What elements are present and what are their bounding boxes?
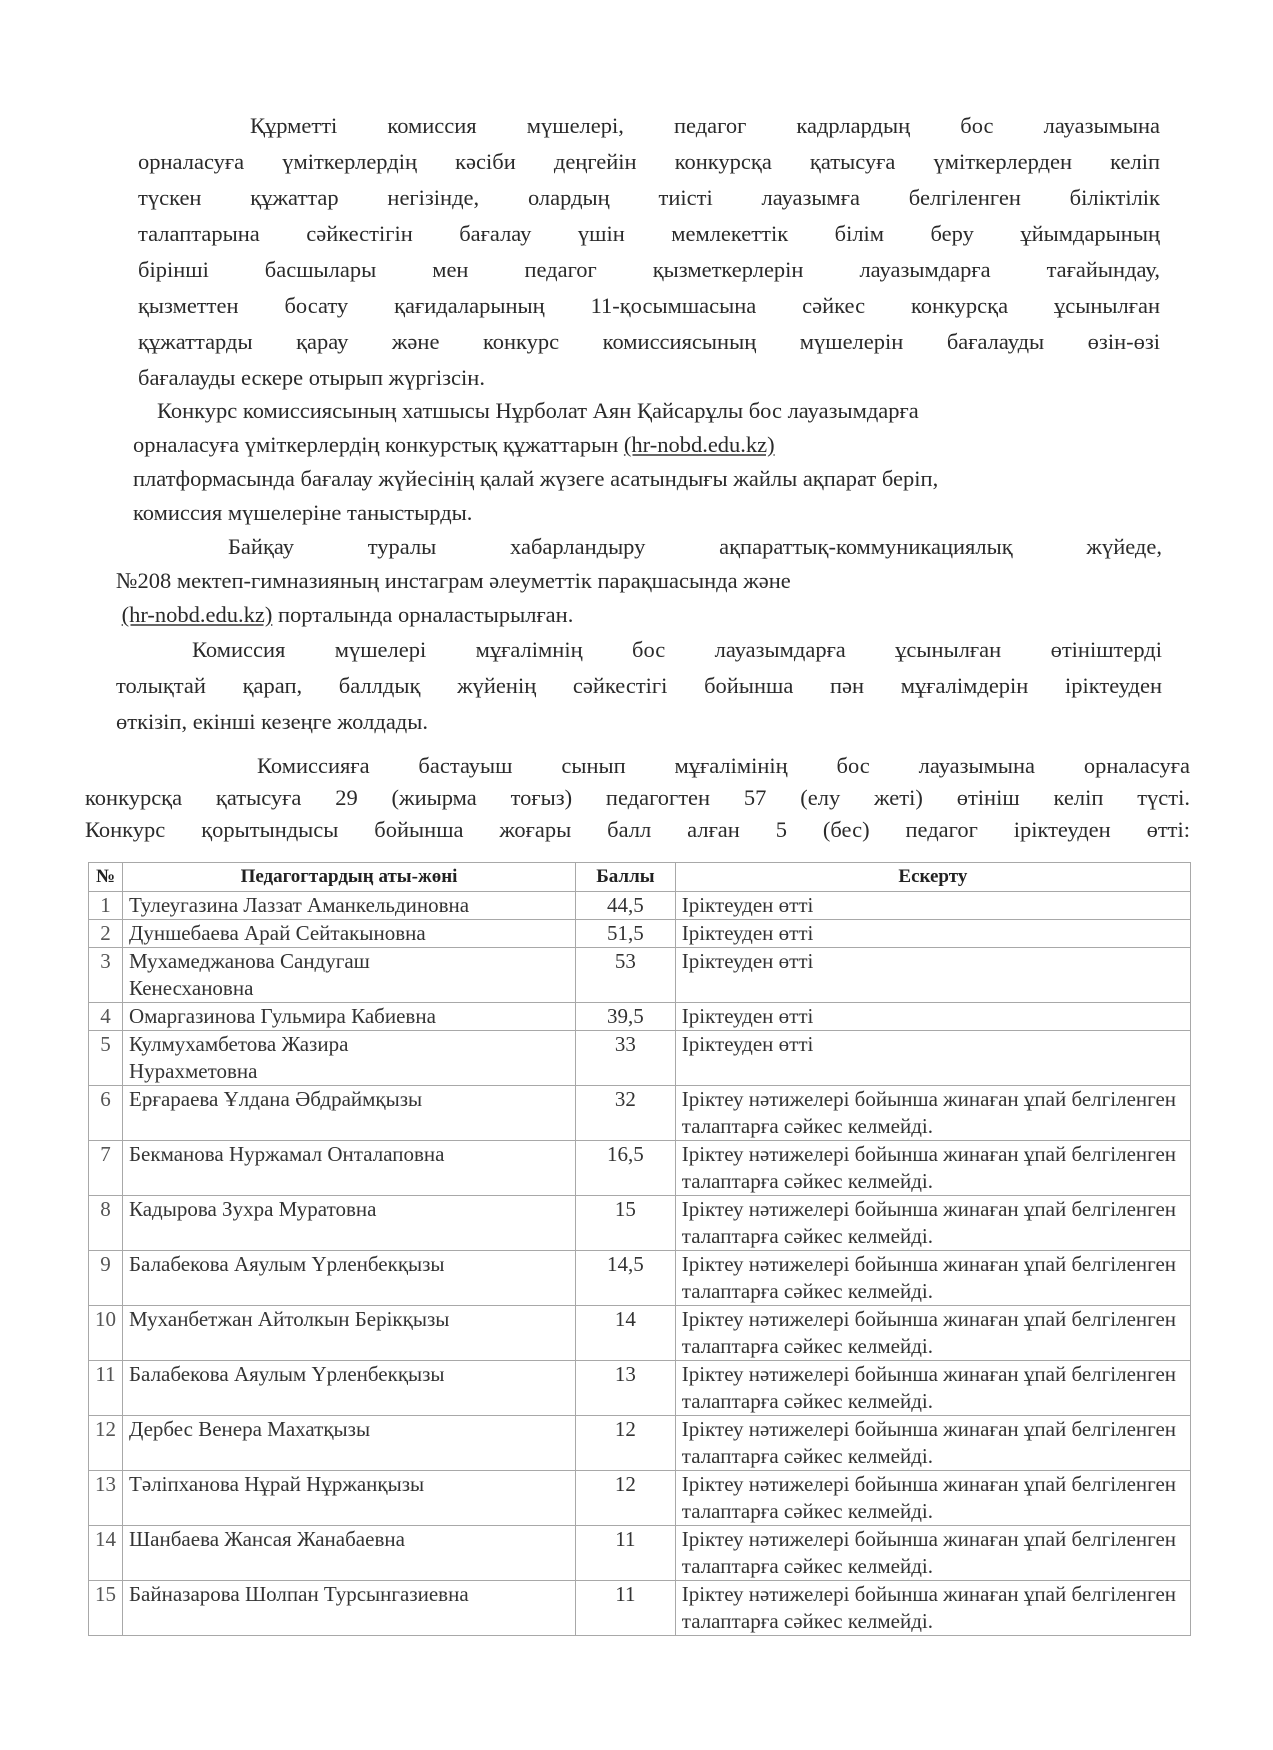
table-row bbox=[89, 1086, 1191, 1141]
text-line: Комиссия мүшелері мұғалімнің бос лауазымдарға ұсынылған өтініштерді bbox=[192, 637, 1162, 662]
text-line: өткізіп, екінші кезеңге жолдады. bbox=[116, 709, 428, 734]
cell-note: Іріктеу нәтижелері бойынша жинаған ұпай белгіленген талаптарға сәйкес келмейді. bbox=[675, 1361, 1190, 1416]
cell-note: Іріктеу нәтижелері бойынша жинаған ұпай белгіленген талаптарға сәйкес келмейді. bbox=[675, 1141, 1190, 1196]
cell-name: Омаргазинова Гульмира Кабиевна bbox=[123, 1003, 576, 1031]
header-name: Педагогтардың аты-жөні bbox=[123, 863, 576, 892]
table-row bbox=[89, 1361, 1191, 1416]
cell-note: Іріктеу нәтижелері бойынша жинаған ұпай белгіленген талаптарға сәйкес келмейді. bbox=[675, 1581, 1190, 1636]
cell-name: Мухамеджанова Сандугаш Кенесхановна bbox=[123, 948, 576, 1003]
table-row bbox=[89, 1581, 1191, 1636]
table-row bbox=[89, 1003, 1191, 1031]
hr-nobd-portal-link[interactable]: (hr-nobd.edu.kz) bbox=[121, 602, 273, 627]
paragraph-results-intro bbox=[85, 750, 1190, 846]
cell-score: 13 bbox=[576, 1361, 676, 1416]
cell-name: Тулеугазина Лаззат Аманкельдиновна bbox=[123, 892, 576, 920]
table-row bbox=[89, 920, 1191, 948]
results-table bbox=[88, 862, 1191, 1636]
text-line: талаптарына сәйкестігін бағалау үшін мемлекеттік білім беру ұйымдарының bbox=[138, 221, 1160, 246]
cell-score: 12 bbox=[576, 1471, 676, 1526]
text-line: бағалауды ескере отырып жүргізсін. bbox=[138, 365, 485, 390]
table-row bbox=[89, 948, 1191, 1003]
cell-note: Іріктеу нәтижелері бойынша жинаған ұпай белгіленген талаптарға сәйкес келмейді. bbox=[675, 1306, 1190, 1361]
cell-score: 39,5 bbox=[576, 1003, 676, 1031]
text-line: Құрметті комиссия мүшелері, педагог кадрлардың бос лауазымына bbox=[250, 113, 1160, 138]
paragraph-commission-address bbox=[138, 108, 1160, 396]
text-line: түскен құжаттар негізінде, олардың тиісті лауазымға белгіленген біліктілік bbox=[138, 185, 1160, 210]
cell-num: 1 bbox=[89, 892, 123, 920]
cell-name: Шанбаева Жансая Жанабаевна bbox=[123, 1526, 576, 1581]
cell-num: 10 bbox=[89, 1306, 123, 1361]
cell-num: 5 bbox=[89, 1031, 123, 1086]
cell-name: Муханбетжан Айтолкын Берікқызы bbox=[123, 1306, 576, 1361]
cell-score: 16,5 bbox=[576, 1141, 676, 1196]
cell-score: 51,5 bbox=[576, 920, 676, 948]
cell-name: Байназарова Шолпан Турсынгазиевна bbox=[123, 1581, 576, 1636]
header-score: Баллы bbox=[576, 863, 676, 892]
paragraph-review bbox=[116, 632, 1162, 740]
header-note: Ескерту bbox=[675, 863, 1190, 892]
cell-num: 4 bbox=[89, 1003, 123, 1031]
table-row bbox=[89, 1251, 1191, 1306]
cell-note: Іріктеу нәтижелері бойынша жинаған ұпай белгіленген талаптарға сәйкес келмейді. bbox=[675, 1196, 1190, 1251]
text-line: порталында орналастырылған. bbox=[272, 602, 574, 627]
cell-note: Іріктеу нәтижелері бойынша жинаған ұпай белгіленген талаптарға сәйкес келмейді. bbox=[675, 1086, 1190, 1141]
text-line: орналасуға үміткерлердің конкурстық құжаттарын bbox=[133, 432, 624, 457]
cell-score: 15 bbox=[576, 1196, 676, 1251]
table-row bbox=[89, 1306, 1191, 1361]
cell-name: Тәліпханова Нұрай Нұржанқызы bbox=[123, 1471, 576, 1526]
text-line: құжаттарды қарау және конкурс комиссиясының мүшелерін бағалауды өзін-өзі bbox=[138, 329, 1160, 354]
table-row bbox=[89, 1031, 1191, 1086]
hr-nobd-link[interactable]: (hr-nobd.edu.kz) bbox=[623, 432, 775, 457]
cell-name: Кулмухамбетова Жазира Нурахметовна bbox=[123, 1031, 576, 1086]
cell-num: 2 bbox=[89, 920, 123, 948]
cell-num: 7 bbox=[89, 1141, 123, 1196]
text-line: орналасуға үміткерлердің кәсіби деңгейін конкурсқа қатысуға үміткерлерден келіп bbox=[138, 149, 1160, 174]
cell-note: Іріктеу нәтижелері бойынша жинаған ұпай белгіленген талаптарға сәйкес келмейді. bbox=[675, 1416, 1190, 1471]
text-line: №208 мектеп-гимназияның инстаграм әлеуметтік парақшасында және bbox=[116, 568, 791, 593]
cell-note: Іріктеу нәтижелері бойынша жинаған ұпай белгіленген талаптарға сәйкес келмейді. bbox=[675, 1526, 1190, 1581]
cell-score: 11 bbox=[576, 1526, 676, 1581]
paragraph-secretary-info bbox=[133, 394, 1163, 530]
cell-note: Іріктеу нәтижелері бойынша жинаған ұпай белгіленген талаптарға сәйкес келмейді. bbox=[675, 1471, 1190, 1526]
cell-score: 12 bbox=[576, 1416, 676, 1471]
text-line: толықтай қарап, баллдық жүйенің сәйкестігі бойынша пән мұғалімдерін іріктеуден bbox=[116, 673, 1162, 698]
cell-score: 33 bbox=[576, 1031, 676, 1086]
cell-name: Дуншебаева Арай Сейтакыновна bbox=[123, 920, 576, 948]
table-row bbox=[89, 1196, 1191, 1251]
cell-score: 53 bbox=[576, 948, 676, 1003]
header-num: № bbox=[89, 863, 123, 892]
cell-note: Іріктеуден өтті bbox=[675, 920, 1190, 948]
cell-name: Бекманова Нуржамал Онталаповна bbox=[123, 1141, 576, 1196]
table-row bbox=[89, 1416, 1191, 1471]
cell-name: Балабекова Аяулым Үрленбекқызы bbox=[123, 1361, 576, 1416]
cell-note: Іріктеуден өтті bbox=[675, 892, 1190, 920]
cell-num: 8 bbox=[89, 1196, 123, 1251]
cell-name: Ерғараева Ұлдана Әбдраймқызы bbox=[123, 1086, 576, 1141]
cell-score: 14,5 bbox=[576, 1251, 676, 1306]
text-line: комиссия мүшелеріне таныстырды. bbox=[133, 500, 473, 525]
table-row bbox=[89, 1526, 1191, 1581]
cell-num: 3 bbox=[89, 948, 123, 1003]
text-line: бірінші басшылары мен педагог қызметкерлерін лауазымдарға тағайындау, bbox=[138, 257, 1160, 282]
cell-num: 11 bbox=[89, 1361, 123, 1416]
table-row bbox=[89, 1471, 1191, 1526]
cell-note: Іріктеуден өтті bbox=[675, 1031, 1190, 1086]
table-row bbox=[89, 1141, 1191, 1196]
cell-num: 13 bbox=[89, 1471, 123, 1526]
text-line: платформасында бағалау жүйесінің қалай жүзеге асатындығы жайлы ақпарат беріп, bbox=[133, 466, 939, 491]
cell-note: Іріктеуден өтті bbox=[675, 1003, 1190, 1031]
table-header-row bbox=[89, 863, 1191, 892]
cell-num: 14 bbox=[89, 1526, 123, 1581]
cell-num: 6 bbox=[89, 1086, 123, 1141]
table-row bbox=[89, 892, 1191, 920]
text-line: Байқау туралы хабарландыру ақпараттық-коммуникациялық жүйеде, bbox=[228, 534, 1162, 559]
paragraph-announcement bbox=[116, 530, 1162, 632]
cell-num: 9 bbox=[89, 1251, 123, 1306]
cell-name: Балабекова Аяулым Үрленбекқызы bbox=[123, 1251, 576, 1306]
text-line: Конкурс комиссиясының хатшысы Нұрболат Аян Қайсарұлы бос лауазымдарға bbox=[157, 398, 919, 423]
text-line: Конкурс қорытындысы бойынша жоғары балл алған 5 (бес) педагог іріктеуден өтті: bbox=[85, 817, 1190, 842]
text-line: конкурсқа қатысуға 29 (жиырма тоғыз) педагогтен 57 (елу жеті) өтініш келіп түсті. bbox=[85, 785, 1190, 810]
cell-note: Іріктеу нәтижелері бойынша жинаған ұпай белгіленген талаптарға сәйкес келмейді. bbox=[675, 1251, 1190, 1306]
cell-score: 32 bbox=[576, 1086, 676, 1141]
cell-score: 44,5 bbox=[576, 892, 676, 920]
cell-score: 14 bbox=[576, 1306, 676, 1361]
cell-num: 12 bbox=[89, 1416, 123, 1471]
text-line: Комиссияға бастауыш сынып мұғалімінің бос лауазымына орналасуға bbox=[257, 753, 1190, 778]
text-line: қызметтен босату қағидаларының 11-қосымшасына сәйкес конкурсқа ұсынылған bbox=[138, 293, 1160, 318]
cell-name: Кадырова Зухра Муратовна bbox=[123, 1196, 576, 1251]
cell-num: 15 bbox=[89, 1581, 123, 1636]
cell-note: Іріктеуден өтті bbox=[675, 948, 1190, 1003]
cell-score: 11 bbox=[576, 1581, 676, 1636]
cell-name: Дербес Венера Махатқызы bbox=[123, 1416, 576, 1471]
